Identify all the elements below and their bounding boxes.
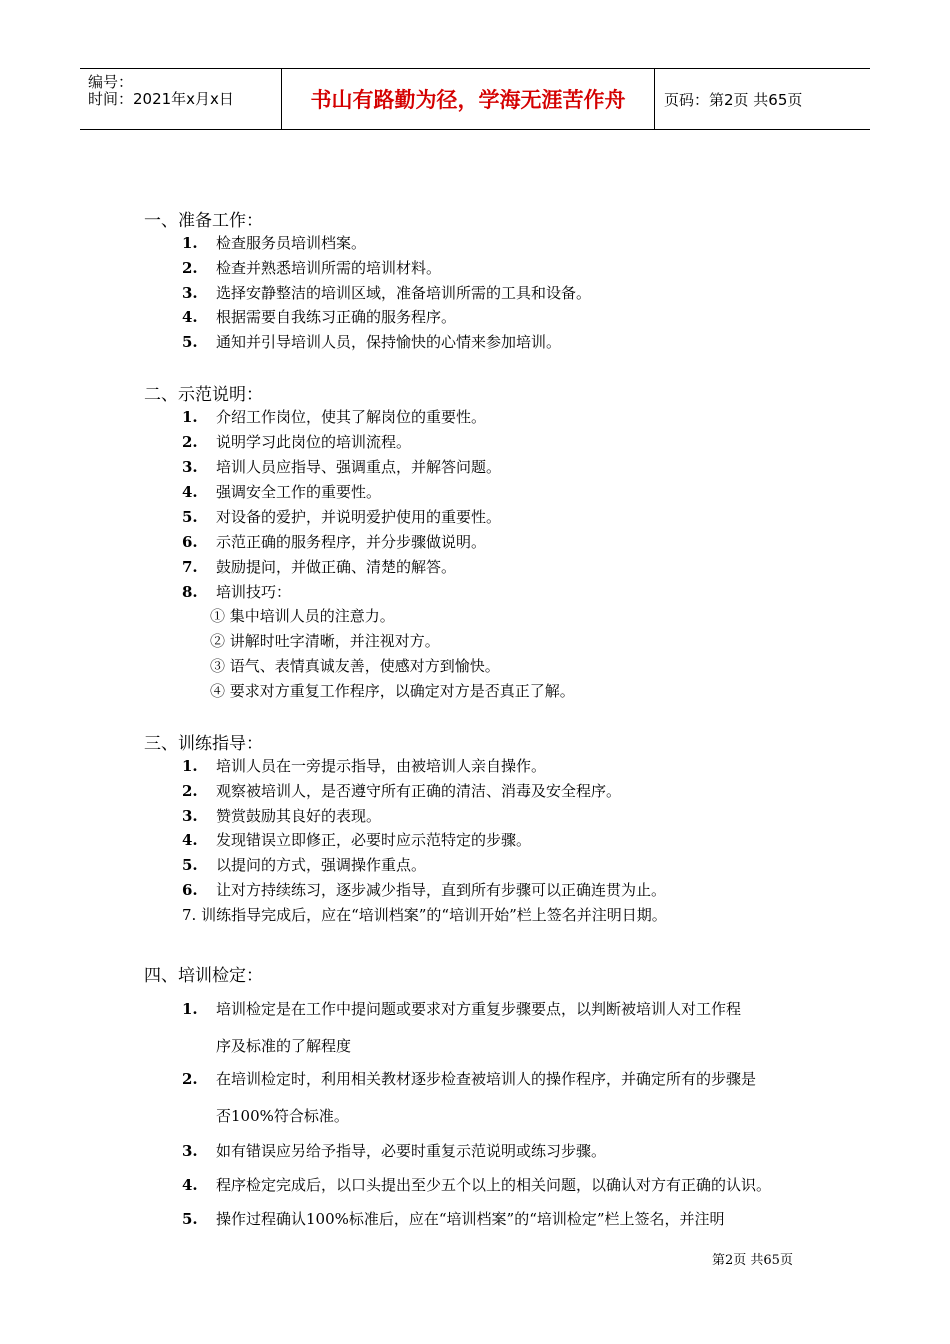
- list-item: 5. 操作过程确认100%标准后，应在“培训档案”的“培训检定”栏上签名，并注明: [182, 1210, 725, 1228]
- list-item: 5. 以提问的方式，强调操作重点。: [182, 856, 427, 874]
- list-item-continuation: 否100%符合标准。: [216, 1107, 349, 1125]
- list-item: 4. 发现错误立即修正，必要时应示范特定的步骤。: [182, 831, 532, 849]
- list-item: 8. 培训技巧：: [182, 583, 292, 601]
- section-title: 二、示范说明：: [144, 385, 263, 405]
- list-item: 2. 说明学习此岗位的培训流程。: [182, 433, 412, 451]
- list-item: 7. 训练指导完成后，应在“培训档案”的“培训开始”栏上签名并注明日期。: [182, 906, 667, 924]
- tip-item: ② 讲解时吐字清晰，并注视对方。: [210, 632, 440, 650]
- section-title: 四、培训检定：: [144, 966, 263, 986]
- section-title: 一、准备工作：: [144, 211, 263, 231]
- header-page-info: 页码：第2页 共65页: [664, 90, 803, 109]
- list-item: 2. 在培训检定时，利用相关教材逐步检查被培训人的操作程序，并确定所有的步骤是: [182, 1070, 757, 1088]
- list-item: 1. 介绍工作岗位，使其了解岗位的重要性。: [182, 408, 487, 426]
- list-item: 3. 选择安静整洁的培训区域，准备培训所需的工具和设备。: [182, 284, 592, 302]
- tip-item: ③ 语气、表情真诚友善，使感对方到愉快。: [210, 657, 500, 675]
- page-footer: 第2页 共65页: [712, 1253, 793, 1268]
- list-item: 5. 对设备的爱护，并说明爱护使用的重要性。: [182, 508, 502, 526]
- list-item-continuation: 序及标准的了解程度: [216, 1037, 352, 1055]
- list-item: 3. 如有错误应另给予指导，必要时重复示范说明或练习步骤。: [182, 1142, 607, 1160]
- page-header: [80, 68, 870, 130]
- list-item: 1. 培训检定是在工作中提问题或要求对方重复步骤要点，以判断被培训人对工作程: [182, 1000, 742, 1018]
- list-item: 2. 观察被培训人，是否遵守所有正确的清洁、消毒及安全程序。: [182, 782, 622, 800]
- list-item: 1. 检查服务员培训档案。: [182, 234, 367, 252]
- time-label: 时间：2021年x月x日: [88, 90, 234, 108]
- number-label: 编号：: [88, 73, 134, 91]
- list-item: 3. 培训人员应指导、强调重点，并解答问题。: [182, 458, 502, 476]
- list-item: 1. 培训人员在一旁提示指导，由被培训人亲自操作。: [182, 757, 547, 775]
- list-item: 7. 鼓励提问，并做正确、清楚的解答。: [182, 558, 457, 576]
- header-divider: [654, 69, 655, 129]
- list-item: 3. 赞赏鼓励其良好的表现。: [182, 807, 382, 825]
- tip-item: ④ 要求对方重复工作程序，以确定对方是否真正了解。: [210, 682, 575, 700]
- list-item: 4. 强调安全工作的重要性。: [182, 483, 382, 501]
- list-item: 4. 程序检定完成后，以口头提出至少五个以上的相关问题，以确认对方有正确的认识。: [182, 1176, 772, 1194]
- list-item: 2. 检查并熟悉培训所需的培训材料。: [182, 259, 442, 277]
- list-item: 6. 让对方持续练习，逐步减少指导，直到所有步骤可以正确连贯为止。: [182, 881, 667, 899]
- tip-item: ① 集中培训人员的注意力。: [210, 607, 395, 625]
- header-motto: 书山有路勤为径，学海无涯苦作舟: [310, 88, 626, 112]
- list-item: 6. 示范正确的服务程序，并分步骤做说明。: [182, 533, 487, 551]
- section-title: 三、训练指导：: [144, 734, 263, 754]
- list-item: 4. 根据需要自我练习正确的服务程序。: [182, 308, 457, 326]
- list-item: 5. 通知并引导培训人员，保持愉快的心情来参加培训。: [182, 333, 562, 351]
- header-meta: [80, 69, 281, 129]
